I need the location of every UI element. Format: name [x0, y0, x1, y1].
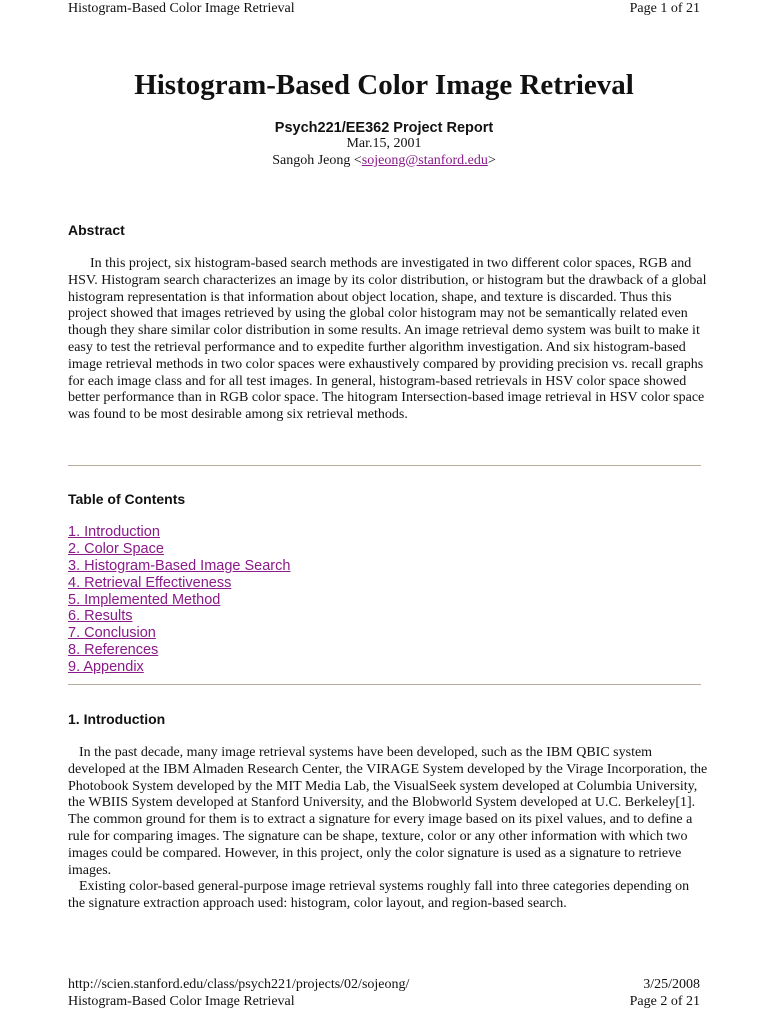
- running-header-page: Page 1 of 21: [629, 1, 700, 16]
- toc-item: [68, 541, 290, 558]
- introduction-heading: 1. Introduction: [68, 711, 166, 727]
- toc-link-histogram-search[interactable]: 3. Histogram-Based Image Search: [68, 557, 291, 574]
- abstract-heading: Abstract: [68, 222, 125, 238]
- footer-date: 3/25/2008: [643, 977, 700, 992]
- toc-link-introduction[interactable]: 1. Introduction: [68, 524, 160, 540]
- toc-item: [68, 524, 290, 541]
- running-header-title: Histogram-Based Color Image Retrieval: [68, 1, 295, 16]
- author-line: [0, 153, 768, 169]
- toc-item: [68, 592, 290, 609]
- author-suffix: >: [487, 153, 496, 168]
- toc-item: [68, 558, 290, 575]
- toc-link-appendix[interactable]: 9. Appendix: [68, 659, 144, 676]
- toc-link-references[interactable]: 8. References: [68, 642, 159, 659]
- section-divider: [68, 465, 701, 466]
- document-title: Histogram-Based Color Image Retrieval: [134, 69, 634, 101]
- toc-item: [68, 659, 290, 676]
- abstract-text: In this project, six histogram-based search methods are investigated in two different color spaces, RGB and HSV. Histogram search characterizes an image by its color distribution, or histogram but the drawback of a global histogram representation is that information about object location, shape, and texture is discarded. Thus this project showed that images retrieved by using the global color histogram may not be semantically related even though they share similar color distribution in some results. An image retrieval demo system was built to make it easy to test the retrieval performance and to expedite further algorithm investigation. And six histogram-based image retrieval methods in two color spaces were exhaustively compared by providing precision vs. recall graphs for each image class and for all test images. In general, histogram-based retrievals in HSV color space showed better performance than in RGB color space. The hitogram Intersection-based image retrieval in HSV color space was found to be most desirable among six retrieval methods.: [68, 256, 707, 423]
- toc-link-conclusion[interactable]: 7. Conclusion: [68, 625, 156, 642]
- toc-item: [68, 608, 290, 625]
- toc-item: [68, 575, 290, 592]
- toc-link-results[interactable]: 6. Results: [68, 608, 133, 625]
- toc-heading: Table of Contents: [68, 491, 186, 507]
- section-divider: [68, 684, 701, 685]
- toc-item: [68, 642, 290, 659]
- next-page-header-page: Page 2 of 21: [629, 994, 700, 1009]
- document-date: Mar.15, 2001: [346, 136, 422, 151]
- author-name: Sangoh Jeong <: [272, 153, 362, 168]
- toc-link-color-space[interactable]: 2. Color Space: [68, 540, 164, 557]
- footer-url: http://scien.stanford.edu/class/psych221/projects/02/sojeong/: [68, 977, 410, 992]
- author-email-link[interactable]: sojeong@stanford.edu: [361, 153, 488, 168]
- toc-link-retrieval-effectiveness[interactable]: 4. Retrieval Effectiveness: [68, 574, 232, 591]
- next-page-header-title: Histogram-Based Color Image Retrieval: [68, 994, 295, 1009]
- toc-link-implemented-method[interactable]: 5. Implemented Method: [68, 591, 221, 608]
- introduction-paragraph: In the past decade, many image retrieval systems have been developed, such as the IBM QBIC system developed at the IBM Almaden Research Center, the VIRAGE System developed by the Virage Incorporation, the Photobook System developed by the MIT Media Lab, the VisualSeek system developed at Columbia University, the WBIIS System developed at Stanford University, and the Blobworld System developed at U.C. Berkeley[1]. The common ground for them is to extract a signature for every image based on its pixel values, and to define a rule for comparing images. The signature can be shape, texture, color or any other information with which two images could be compared. However, in this project, only the color signature is used as a signature to retrieve images.: [68, 745, 708, 878]
- toc-item: [68, 625, 290, 642]
- document-subtitle: Psych221/EE362 Project Report: [274, 120, 494, 136]
- toc-list: [68, 524, 290, 676]
- introduction-paragraph: Existing color-based general-purpose image retrieval systems roughly fall into three categories depending on the signature extraction approach used: histogram, color layout, and region-based search.: [68, 879, 690, 911]
